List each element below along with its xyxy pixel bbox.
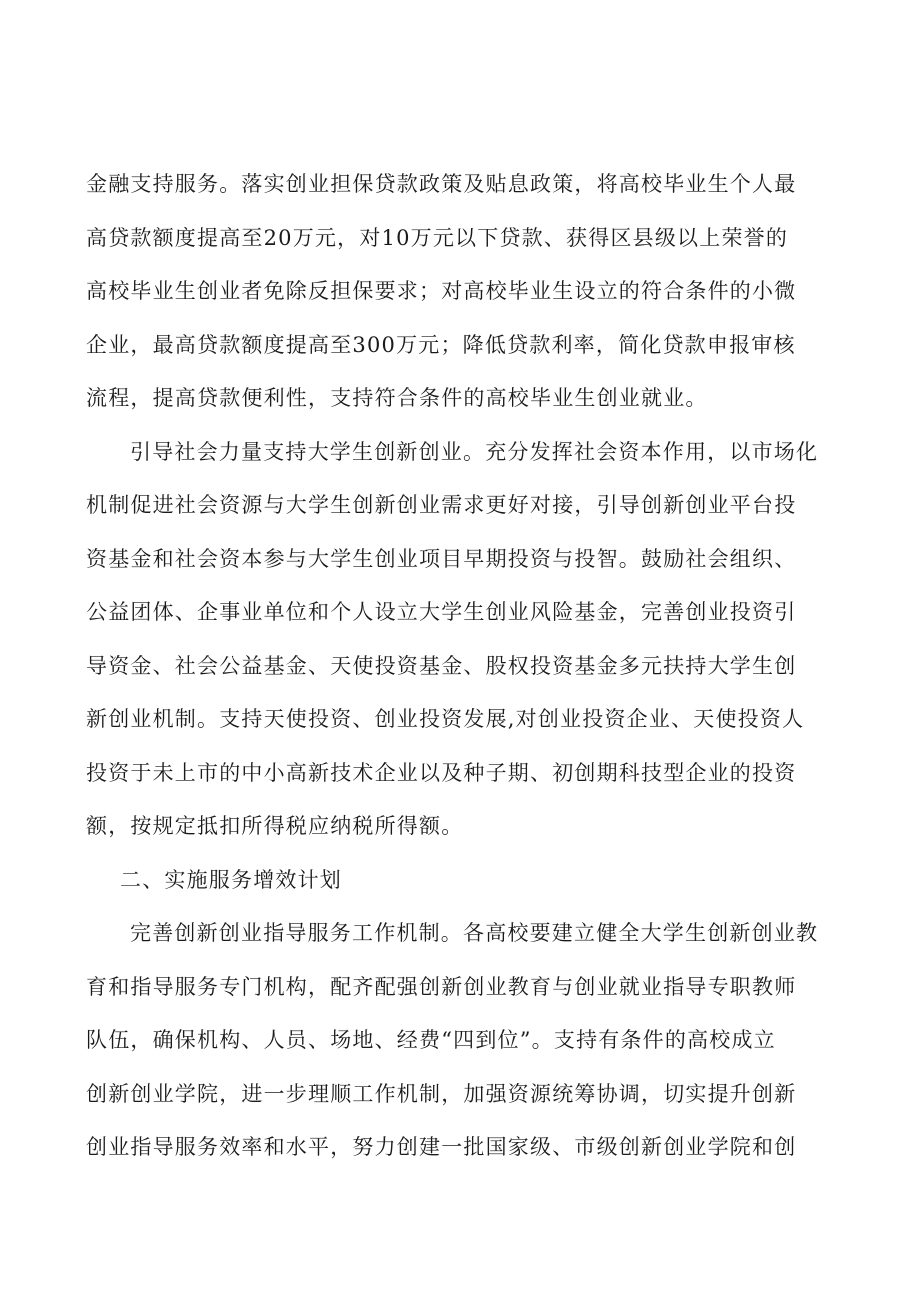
text-line: 流程，提高贷款便利性，支持符合条件的高校毕业生创业就业。 bbox=[86, 386, 708, 410]
text-line: 金融支持服务。落实创业担保贷款政策及贴息政策，将高校毕业生个人最 bbox=[86, 172, 797, 196]
text-line: 额，按规定抵扣所得税应纳税所得额。 bbox=[86, 814, 464, 838]
text-line: 创业指导服务效率和水平，努力创建一批国家级、市级创新创业学院和创 bbox=[86, 1135, 797, 1159]
text-line: 队伍，确保机构、人员、场地、经费“四到位”。支持有条件的高校成立 bbox=[86, 1028, 776, 1052]
text-line: 导资金、社会公益基金、天使投资基金、股权投资基金多元扶持大学生创 bbox=[86, 653, 797, 678]
paragraph-social-forces bbox=[86, 426, 838, 854]
text-line: 投资于未上市的中小高新技术企业以及种子期、初创期科技型企业的投资 bbox=[86, 760, 797, 785]
text-line: 公益团体、企事业单位和个人设立大学生创业风险基金，完善创业投资引 bbox=[86, 600, 797, 624]
section-heading: 二、实施服务增效计划 bbox=[120, 867, 342, 892]
text-line: 新创业机制。支持天使投资、创业投资发展,对创业投资企业、天使投资人 bbox=[86, 707, 805, 731]
text-line: 企业，最高贷款额度提高至300万元；降低贷款利率，简化贷款申报审核 bbox=[86, 332, 796, 357]
text-line: 机制促进社会资源与大学生创新创业需求更好对接，引导创新创业平台投 bbox=[86, 493, 797, 517]
text-line: 高贷款额度提高至20万元，对10万元以下贷款、获得区县级以上荣誉的 bbox=[86, 225, 789, 250]
document-page bbox=[86, 158, 838, 1175]
text-line: 引导社会力量支持大学生创新创业。充分发挥社会资本作用，以市场化 bbox=[130, 439, 819, 464]
paragraph-financial-support bbox=[86, 158, 838, 426]
text-line: 资基金和社会资本参与大学生创业项目早期投资与投智。鼓励社会组织、 bbox=[86, 546, 797, 571]
text-line: 完善创新创业指导服务工作机制。各高校要建立健全大学生创新创业教 bbox=[130, 921, 819, 945]
text-line: 育和指导服务专门机构，配齐配强创新创业教育与创业就业指导专职教师 bbox=[86, 974, 797, 999]
paragraph-guidance-mechanism bbox=[86, 907, 838, 1175]
text-line: 高校毕业生创业者免除反担保要求；对高校毕业生设立的符合条件的小微 bbox=[86, 279, 797, 303]
text-line: 创新创业学院，进一步理顺工作机制，加强资源统筹协调，切实提升创新 bbox=[86, 1081, 797, 1106]
